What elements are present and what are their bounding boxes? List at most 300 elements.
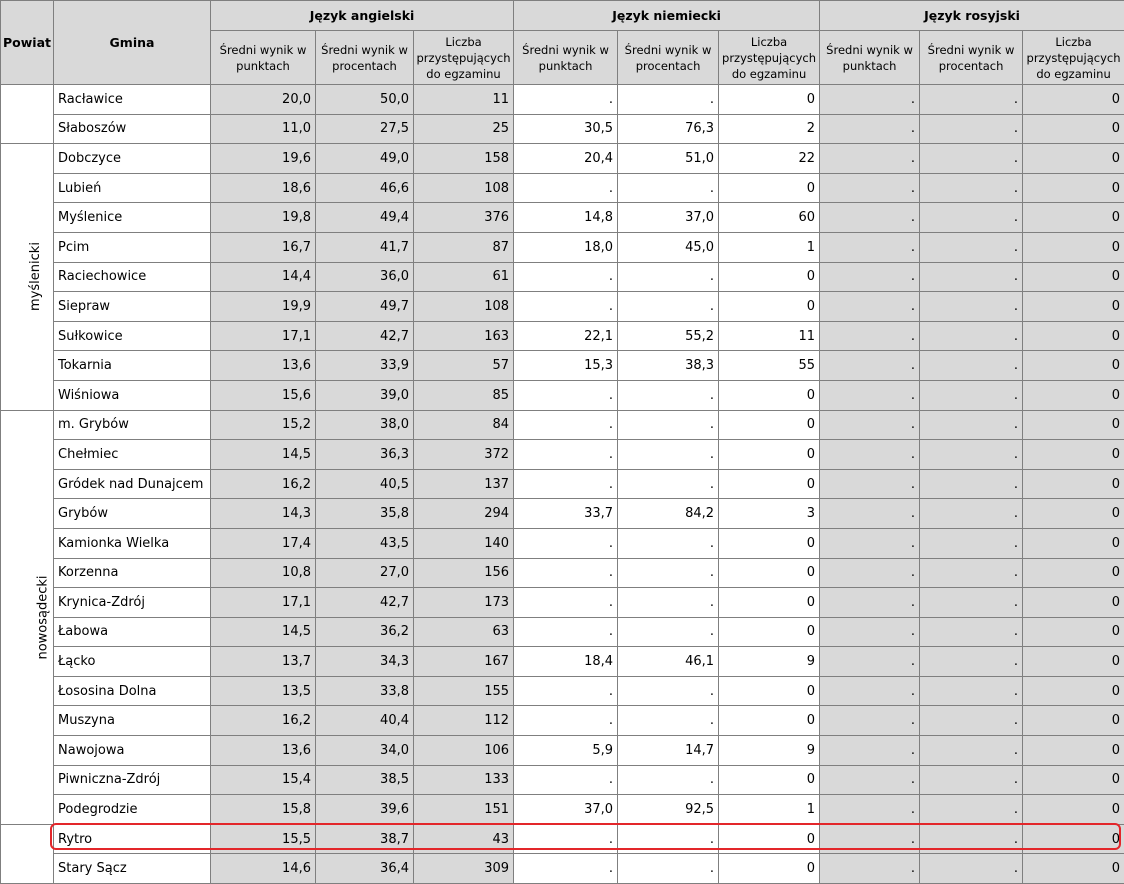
- value-cell: .: [820, 173, 920, 203]
- value-cell: .: [618, 292, 719, 322]
- value-cell: 92,5: [618, 795, 719, 825]
- value-cell: 35,8: [316, 499, 414, 529]
- table-row: [1, 203, 1124, 233]
- value-cell: 16,7: [211, 232, 316, 262]
- value-cell: 13,5: [211, 676, 316, 706]
- gmina-cell: Siepraw: [54, 292, 211, 322]
- value-cell: 16,2: [211, 469, 316, 499]
- table-row: [1, 232, 1124, 262]
- value-cell: 0: [1023, 824, 1124, 854]
- value-cell: 0: [1023, 292, 1124, 322]
- value-cell: 140: [414, 528, 514, 558]
- gmina-cell: Muszyna: [54, 706, 211, 736]
- value-cell: .: [514, 380, 618, 410]
- value-cell: 84,2: [618, 499, 719, 529]
- value-cell: .: [820, 469, 920, 499]
- value-cell: 46,1: [618, 647, 719, 677]
- value-cell: .: [920, 499, 1023, 529]
- value-cell: .: [820, 321, 920, 351]
- value-cell: 18,0: [514, 232, 618, 262]
- gmina-cell: Łabowa: [54, 617, 211, 647]
- value-cell: 19,6: [211, 144, 316, 174]
- value-cell: 15,4: [211, 765, 316, 795]
- value-cell: 17,4: [211, 528, 316, 558]
- value-cell: .: [514, 706, 618, 736]
- value-cell: 39,0: [316, 380, 414, 410]
- value-cell: 0: [1023, 410, 1124, 440]
- table-row: [1, 854, 1124, 884]
- value-cell: 51,0: [618, 144, 719, 174]
- value-cell: .: [920, 676, 1023, 706]
- value-cell: 13,6: [211, 351, 316, 381]
- gmina-cell: Tokarnia: [54, 351, 211, 381]
- value-cell: 20,4: [514, 144, 618, 174]
- value-cell: .: [514, 292, 618, 322]
- value-cell: 19,8: [211, 203, 316, 233]
- value-cell: .: [618, 528, 719, 558]
- powiat-cell: [1, 824, 54, 883]
- value-cell: 34,0: [316, 736, 414, 766]
- value-cell: .: [618, 824, 719, 854]
- value-cell: 45,0: [618, 232, 719, 262]
- value-cell: 163: [414, 321, 514, 351]
- value-cell: .: [820, 114, 920, 144]
- gmina-cell: Chełmiec: [54, 440, 211, 470]
- value-cell: .: [820, 262, 920, 292]
- table-row: [1, 114, 1124, 144]
- powiat-cell: [1, 144, 54, 410]
- value-cell: 17,1: [211, 321, 316, 351]
- value-cell: 2: [719, 114, 820, 144]
- value-cell: 60: [719, 203, 820, 233]
- value-cell: 0: [719, 824, 820, 854]
- value-cell: 5,9: [514, 736, 618, 766]
- powiat-label: nowosądecki: [36, 575, 51, 659]
- table-row: [1, 765, 1124, 795]
- value-cell: 15,5: [211, 824, 316, 854]
- value-cell: 36,0: [316, 262, 414, 292]
- value-cell: 112: [414, 706, 514, 736]
- value-cell: .: [820, 410, 920, 440]
- table-row: [1, 380, 1124, 410]
- value-cell: 0: [1023, 499, 1124, 529]
- value-cell: .: [920, 736, 1023, 766]
- header-russian: Język rosyjski: [820, 1, 1124, 31]
- value-cell: 11,0: [211, 114, 316, 144]
- value-cell: 61: [414, 262, 514, 292]
- value-cell: 11: [414, 85, 514, 115]
- value-cell: 294: [414, 499, 514, 529]
- value-cell: 43: [414, 824, 514, 854]
- value-cell: 158: [414, 144, 514, 174]
- value-cell: 0: [719, 588, 820, 618]
- value-cell: .: [820, 380, 920, 410]
- value-cell: 40,5: [316, 469, 414, 499]
- gmina-cell: Grybów: [54, 499, 211, 529]
- value-cell: 63: [414, 617, 514, 647]
- value-cell: .: [820, 765, 920, 795]
- table-row: [1, 588, 1124, 618]
- gmina-cell: Dobczyce: [54, 144, 211, 174]
- table-row: [1, 292, 1124, 322]
- value-cell: 151: [414, 795, 514, 825]
- value-cell: 155: [414, 676, 514, 706]
- table-row: [1, 736, 1124, 766]
- gmina-cell: Wiśniowa: [54, 380, 211, 410]
- value-cell: .: [514, 469, 618, 499]
- value-cell: 0: [1023, 647, 1124, 677]
- value-cell: 13,7: [211, 647, 316, 677]
- value-cell: 0: [1023, 706, 1124, 736]
- value-cell: 39,6: [316, 795, 414, 825]
- value-cell: .: [820, 854, 920, 884]
- value-cell: .: [514, 854, 618, 884]
- value-cell: 0: [1023, 85, 1124, 115]
- value-cell: 14,4: [211, 262, 316, 292]
- header-avg-percent: Średni wynik w procentach: [316, 31, 414, 85]
- value-cell: 18,6: [211, 173, 316, 203]
- value-cell: .: [920, 380, 1023, 410]
- table-row: [1, 795, 1124, 825]
- value-cell: .: [920, 795, 1023, 825]
- header-avg-points: Średni wynik w punktach: [514, 31, 618, 85]
- value-cell: 36,3: [316, 440, 414, 470]
- value-cell: .: [920, 173, 1023, 203]
- value-cell: 9: [719, 647, 820, 677]
- table-row: [1, 144, 1124, 174]
- value-cell: 0: [1023, 528, 1124, 558]
- value-cell: 156: [414, 558, 514, 588]
- value-cell: 0: [719, 85, 820, 115]
- value-cell: .: [820, 824, 920, 854]
- value-cell: 0: [1023, 173, 1124, 203]
- value-cell: 173: [414, 588, 514, 618]
- gmina-cell: Nawojowa: [54, 736, 211, 766]
- value-cell: 27,0: [316, 558, 414, 588]
- value-cell: 0: [719, 706, 820, 736]
- value-cell: .: [514, 558, 618, 588]
- value-cell: 0: [1023, 469, 1124, 499]
- gmina-cell: Myślenice: [54, 203, 211, 233]
- table-row: [1, 647, 1124, 677]
- value-cell: 38,7: [316, 824, 414, 854]
- value-cell: .: [820, 795, 920, 825]
- value-cell: .: [820, 528, 920, 558]
- header-avg-points: Średni wynik w punktach: [820, 31, 920, 85]
- powiat-cell: [1, 410, 54, 824]
- value-cell: 14,6: [211, 854, 316, 884]
- value-cell: 33,7: [514, 499, 618, 529]
- value-cell: .: [920, 824, 1023, 854]
- value-cell: 49,0: [316, 144, 414, 174]
- value-cell: .: [514, 440, 618, 470]
- value-cell: 0: [1023, 232, 1124, 262]
- header-count: Liczba przystępujących do egzaminu: [719, 31, 820, 85]
- header-count: Liczba przystępujących do egzaminu: [1023, 31, 1124, 85]
- value-cell: .: [920, 469, 1023, 499]
- value-cell: 37,0: [514, 795, 618, 825]
- value-cell: .: [920, 262, 1023, 292]
- value-cell: .: [920, 765, 1023, 795]
- value-cell: 46,6: [316, 173, 414, 203]
- value-cell: 15,6: [211, 380, 316, 410]
- value-cell: 36,4: [316, 854, 414, 884]
- value-cell: .: [820, 647, 920, 677]
- value-cell: .: [920, 203, 1023, 233]
- table-row: [1, 617, 1124, 647]
- value-cell: .: [820, 144, 920, 174]
- value-cell: 30,5: [514, 114, 618, 144]
- table-row: [1, 173, 1124, 203]
- value-cell: .: [514, 528, 618, 558]
- header-avg-percent: Średni wynik w procentach: [618, 31, 719, 85]
- value-cell: .: [820, 203, 920, 233]
- gmina-cell: Podegrodzie: [54, 795, 211, 825]
- table-row: [1, 676, 1124, 706]
- value-cell: 1: [719, 232, 820, 262]
- gmina-cell: m. Grybów: [54, 410, 211, 440]
- value-cell: 14,5: [211, 617, 316, 647]
- value-cell: .: [920, 588, 1023, 618]
- value-cell: .: [618, 765, 719, 795]
- value-cell: 14,7: [618, 736, 719, 766]
- value-cell: .: [820, 351, 920, 381]
- value-cell: 84: [414, 410, 514, 440]
- value-cell: 9: [719, 736, 820, 766]
- value-cell: 0: [719, 410, 820, 440]
- gmina-cell: Kamionka Wielka: [54, 528, 211, 558]
- value-cell: .: [920, 440, 1023, 470]
- value-cell: 55: [719, 351, 820, 381]
- value-cell: 0: [719, 854, 820, 884]
- table-row: [1, 558, 1124, 588]
- header-gmina: Gmina: [54, 1, 211, 85]
- powiat-cell: [1, 85, 54, 144]
- value-cell: 0: [1023, 765, 1124, 795]
- value-cell: .: [820, 440, 920, 470]
- table-row: [1, 410, 1124, 440]
- value-cell: 22: [719, 144, 820, 174]
- value-cell: 38,3: [618, 351, 719, 381]
- value-cell: 33,8: [316, 676, 414, 706]
- value-cell: .: [820, 85, 920, 115]
- table-row: [1, 262, 1124, 292]
- value-cell: 22,1: [514, 321, 618, 351]
- value-cell: 43,5: [316, 528, 414, 558]
- value-cell: .: [920, 558, 1023, 588]
- value-cell: .: [618, 676, 719, 706]
- value-cell: .: [618, 410, 719, 440]
- value-cell: 0: [1023, 588, 1124, 618]
- value-cell: .: [820, 588, 920, 618]
- header-powiat: Powiat: [1, 1, 54, 85]
- value-cell: .: [618, 706, 719, 736]
- value-cell: 0: [1023, 114, 1124, 144]
- value-cell: .: [618, 173, 719, 203]
- value-cell: .: [820, 499, 920, 529]
- value-cell: .: [618, 617, 719, 647]
- value-cell: 372: [414, 440, 514, 470]
- value-cell: .: [920, 351, 1023, 381]
- gmina-cell: Pcim: [54, 232, 211, 262]
- value-cell: 108: [414, 292, 514, 322]
- value-cell: .: [920, 617, 1023, 647]
- value-cell: 57: [414, 351, 514, 381]
- gmina-cell: Lubień: [54, 173, 211, 203]
- value-cell: .: [920, 144, 1023, 174]
- value-cell: .: [618, 380, 719, 410]
- table-row: [1, 706, 1124, 736]
- value-cell: 0: [719, 528, 820, 558]
- table-row: [1, 528, 1124, 558]
- value-cell: 17,1: [211, 588, 316, 618]
- value-cell: 0: [1023, 736, 1124, 766]
- value-cell: .: [920, 854, 1023, 884]
- table-row: [1, 440, 1124, 470]
- gmina-cell: Sułkowice: [54, 321, 211, 351]
- header-row-languages: [1, 1, 1124, 31]
- value-cell: 0: [719, 173, 820, 203]
- gmina-cell: Słaboszów: [54, 114, 211, 144]
- value-cell: 1: [719, 795, 820, 825]
- value-cell: 14,8: [514, 203, 618, 233]
- value-cell: 0: [1023, 380, 1124, 410]
- value-cell: 38,0: [316, 410, 414, 440]
- value-cell: 0: [1023, 262, 1124, 292]
- gmina-cell: Raciechowice: [54, 262, 211, 292]
- value-cell: .: [514, 173, 618, 203]
- value-cell: 14,5: [211, 440, 316, 470]
- value-cell: .: [920, 85, 1023, 115]
- value-cell: 3: [719, 499, 820, 529]
- gmina-cell: Stary Sącz: [54, 854, 211, 884]
- value-cell: 37,0: [618, 203, 719, 233]
- value-cell: 0: [719, 558, 820, 588]
- value-cell: .: [820, 736, 920, 766]
- value-cell: .: [514, 765, 618, 795]
- value-cell: 0: [1023, 676, 1124, 706]
- value-cell: .: [514, 410, 618, 440]
- value-cell: .: [618, 262, 719, 292]
- value-cell: .: [920, 410, 1023, 440]
- header-avg-points: Średni wynik w punktach: [211, 31, 316, 85]
- value-cell: 0: [719, 617, 820, 647]
- gmina-cell: Korzenna: [54, 558, 211, 588]
- value-cell: 13,6: [211, 736, 316, 766]
- value-cell: 49,7: [316, 292, 414, 322]
- value-cell: 87: [414, 232, 514, 262]
- value-cell: .: [514, 676, 618, 706]
- value-cell: 0: [1023, 795, 1124, 825]
- value-cell: .: [820, 558, 920, 588]
- value-cell: 0: [1023, 854, 1124, 884]
- value-cell: 16,2: [211, 706, 316, 736]
- value-cell: 15,3: [514, 351, 618, 381]
- gmina-cell: Łososina Dolna: [54, 676, 211, 706]
- value-cell: 15,2: [211, 410, 316, 440]
- value-cell: .: [514, 588, 618, 618]
- value-cell: 19,9: [211, 292, 316, 322]
- value-cell: .: [820, 232, 920, 262]
- value-cell: 10,8: [211, 558, 316, 588]
- value-cell: 27,5: [316, 114, 414, 144]
- gmina-cell: Rytro: [54, 824, 211, 854]
- value-cell: .: [820, 292, 920, 322]
- value-cell: 25: [414, 114, 514, 144]
- value-cell: .: [618, 588, 719, 618]
- value-cell: 49,4: [316, 203, 414, 233]
- header-german: Język niemiecki: [514, 1, 820, 31]
- header-avg-percent: Średni wynik w procentach: [920, 31, 1023, 85]
- value-cell: .: [618, 85, 719, 115]
- value-cell: 36,2: [316, 617, 414, 647]
- value-cell: .: [920, 232, 1023, 262]
- value-cell: 42,7: [316, 321, 414, 351]
- value-cell: .: [618, 558, 719, 588]
- value-cell: 0: [1023, 351, 1124, 381]
- value-cell: 85: [414, 380, 514, 410]
- gmina-cell: Piwniczna-Zdrój: [54, 765, 211, 795]
- value-cell: .: [514, 824, 618, 854]
- value-cell: 15,8: [211, 795, 316, 825]
- value-cell: 40,4: [316, 706, 414, 736]
- value-cell: 20,0: [211, 85, 316, 115]
- value-cell: 33,9: [316, 351, 414, 381]
- value-cell: 309: [414, 854, 514, 884]
- value-cell: 0: [1023, 321, 1124, 351]
- value-cell: .: [514, 617, 618, 647]
- table-row: [1, 85, 1124, 115]
- value-cell: 0: [1023, 203, 1124, 233]
- header-english: Język angielski: [211, 1, 514, 31]
- value-cell: .: [920, 647, 1023, 677]
- value-cell: 108: [414, 173, 514, 203]
- value-cell: .: [618, 440, 719, 470]
- value-cell: 50,0: [316, 85, 414, 115]
- value-cell: .: [820, 617, 920, 647]
- value-cell: 18,4: [514, 647, 618, 677]
- table-body: [1, 85, 1124, 884]
- table-row: [1, 321, 1124, 351]
- gmina-cell: Krynica-Zdrój: [54, 588, 211, 618]
- value-cell: 55,2: [618, 321, 719, 351]
- value-cell: 14,3: [211, 499, 316, 529]
- value-cell: 0: [719, 292, 820, 322]
- value-cell: 41,7: [316, 232, 414, 262]
- powiat-label: myślenicki: [28, 242, 43, 311]
- value-cell: .: [920, 706, 1023, 736]
- value-cell: .: [514, 85, 618, 115]
- value-cell: 0: [719, 440, 820, 470]
- value-cell: 0: [1023, 558, 1124, 588]
- value-cell: .: [618, 469, 719, 499]
- gmina-cell: Łącko: [54, 647, 211, 677]
- value-cell: 133: [414, 765, 514, 795]
- value-cell: .: [920, 321, 1023, 351]
- gmina-cell: Racławice: [54, 85, 211, 115]
- value-cell: 137: [414, 469, 514, 499]
- value-cell: 34,3: [316, 647, 414, 677]
- value-cell: 167: [414, 647, 514, 677]
- value-cell: 106: [414, 736, 514, 766]
- value-cell: 0: [719, 262, 820, 292]
- value-cell: 0: [719, 765, 820, 795]
- value-cell: 42,7: [316, 588, 414, 618]
- value-cell: .: [820, 676, 920, 706]
- gmina-cell: Gródek nad Dunajcem: [54, 469, 211, 499]
- value-cell: .: [514, 262, 618, 292]
- value-cell: 0: [1023, 617, 1124, 647]
